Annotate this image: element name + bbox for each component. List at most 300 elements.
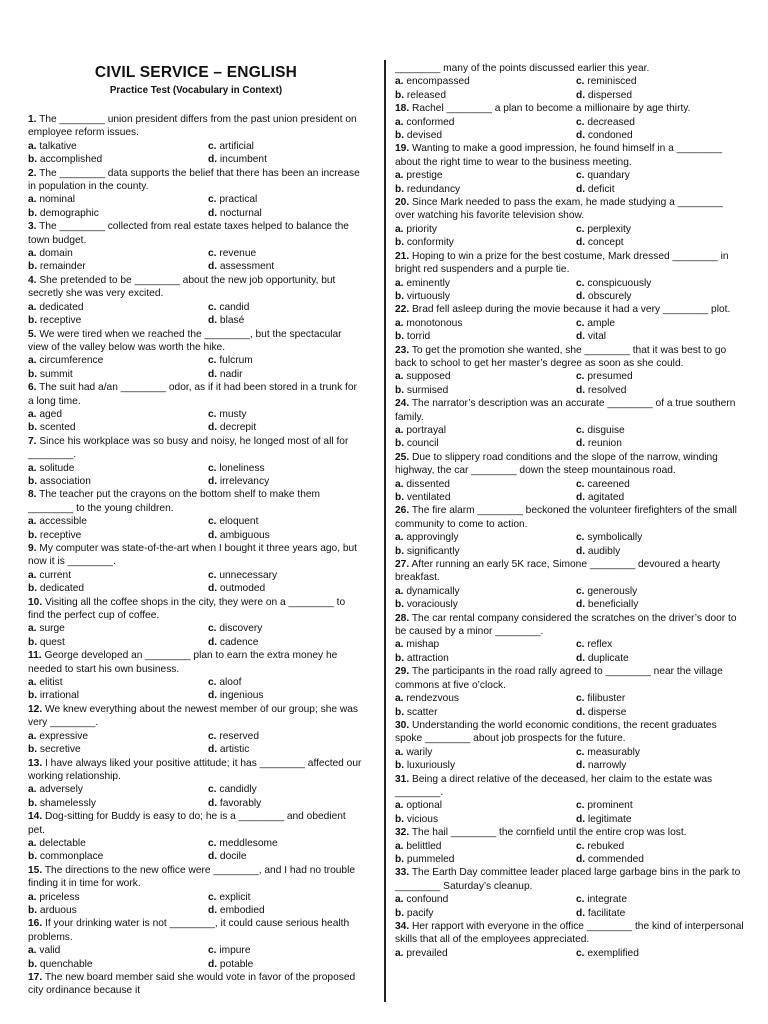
option-letter: c. [208, 730, 217, 742]
question-text [28, 649, 364, 676]
option-letter: b. [28, 744, 38, 756]
option-text: nadir [219, 368, 243, 380]
option-letter: a. [395, 585, 404, 597]
option-letter: a. [28, 730, 37, 742]
answer-options [395, 799, 745, 826]
question-number: 32. [395, 827, 410, 839]
option-letter: a. [28, 569, 37, 581]
answer-option [395, 545, 576, 558]
question-number: 34. [395, 921, 410, 932]
option-letter: d. [208, 744, 218, 756]
option-letter: b. [395, 384, 405, 396]
option-letter: a. [395, 424, 404, 436]
option-text: receptive [39, 315, 82, 327]
option-letter: a. [395, 223, 404, 235]
option-letter: d. [208, 154, 218, 166]
option-letter: d. [576, 89, 586, 101]
question-text [395, 866, 745, 893]
option-text: encompassed [406, 76, 470, 88]
option-letter: b. [395, 545, 405, 557]
option-text: measurably [587, 746, 641, 758]
question-number: 15. [28, 864, 43, 876]
option-letter: c. [576, 223, 585, 235]
option-text: priceless [39, 891, 80, 903]
answer-option [576, 370, 736, 383]
option-text: embodied [219, 904, 265, 916]
option-text: integrate [587, 894, 627, 906]
answer-option [395, 746, 576, 759]
option-text: adversely [39, 784, 83, 796]
question-stem: The ________ union president differs from the past union president on employee reform issues. [28, 114, 357, 139]
option-text: obscurely [587, 290, 632, 302]
option-letter: b. [395, 237, 405, 249]
option-text: incumbent [219, 154, 267, 166]
option-text: optional [406, 800, 443, 812]
option-text: vicious [406, 813, 439, 825]
question-stem: Rachel ________ a plan to become a millionaire by age thirty. [412, 103, 691, 115]
question-stem: Dog-sitting for Buddy is easy to do; he is a ________ and obedient pet. [28, 811, 346, 836]
option-text: solitude [39, 462, 75, 474]
option-text: rebuked [587, 840, 625, 852]
answer-option [28, 730, 208, 743]
answer-option [576, 491, 736, 504]
question-stem: The car rental company considered the scratches on the driver’s door to be caused by a minor ________. [395, 612, 737, 638]
answer-option [28, 247, 208, 260]
option-letter: d. [208, 261, 218, 273]
option-text: aged [39, 408, 63, 420]
answer-option [395, 116, 576, 129]
question-number: 19. [395, 143, 410, 155]
option-text: filibuster [587, 693, 626, 705]
question-text [395, 250, 745, 277]
option-letter: d. [208, 851, 218, 863]
option-text: accomplished [39, 154, 103, 166]
question-text [28, 596, 364, 623]
option-letter: a. [28, 784, 37, 796]
option-text: pummeled [406, 853, 455, 865]
question-stem: My computer was state-of-the-art when I bought it three years ago, but now it is ________. [28, 543, 358, 568]
question-number: 5. [28, 328, 37, 340]
answer-options [28, 408, 364, 435]
question-number: 14. [28, 811, 43, 823]
option-letter: d. [208, 958, 218, 970]
option-text: artistic [219, 744, 250, 756]
question-text [28, 167, 364, 194]
question-number: 2. [28, 167, 37, 179]
option-text: commended [587, 853, 644, 865]
option-text: valid [39, 945, 61, 957]
option-letter: d. [576, 599, 586, 611]
option-letter: d. [576, 652, 586, 664]
option-letter: d. [208, 207, 218, 219]
option-text: favorably [219, 797, 262, 809]
answer-option [208, 958, 358, 971]
answer-option [208, 891, 358, 904]
answer-options [395, 424, 745, 451]
option-text: fulcrum [219, 355, 253, 367]
question-text [28, 971, 364, 998]
question-text [28, 328, 364, 355]
option-letter: a. [28, 677, 37, 689]
option-letter: d. [576, 706, 586, 718]
option-letter: a. [395, 317, 404, 329]
answer-option [576, 947, 736, 960]
question-number: 30. [395, 719, 410, 731]
option-text: warily [406, 746, 433, 758]
option-text: revenue [219, 248, 257, 260]
answer-option [208, 301, 358, 314]
answer-option [208, 689, 358, 702]
answer-option [208, 904, 358, 917]
question-stem: Due to slippery road conditions and the slope of the narrow, winding highway, the car ________ down the steep mountainous road. [395, 451, 718, 477]
question-stem: The suit had a/an ________ odor, as if it had been stored in a trunk for a long time. [28, 382, 357, 407]
question-stem: ________ many of the points discussed earlier this year. [395, 63, 650, 74]
option-text: approvingly [406, 532, 459, 544]
option-text: quenchable [39, 958, 93, 970]
answer-options [395, 947, 745, 960]
option-text: receptive [39, 529, 82, 541]
answer-option [208, 408, 358, 421]
answer-option [208, 475, 358, 488]
option-letter: b. [395, 438, 405, 450]
option-text: musty [219, 408, 247, 420]
option-text: blasé [219, 315, 245, 327]
answer-option [28, 837, 208, 850]
answer-option [28, 569, 208, 582]
question-number: 33. [395, 867, 410, 879]
question-number: 26. [395, 505, 410, 517]
answer-option [395, 478, 576, 491]
answer-option [395, 907, 576, 920]
answer-option [395, 947, 576, 960]
question-stem: The Earth Day committee leader placed large garbage bins in the park to ________ Saturday’s cleanup. [395, 867, 741, 892]
answer-option [208, 837, 358, 850]
answer-options [28, 193, 364, 220]
answer-options [395, 317, 745, 344]
option-text: voraciously [406, 599, 458, 611]
question-stem: The fire alarm ________ beckoned the volunteer firefighters of the small community to come to action. [395, 505, 737, 530]
answer-option [395, 183, 576, 196]
answer-option [28, 891, 208, 904]
option-text: quest [39, 636, 65, 648]
option-text: council [406, 438, 439, 450]
answer-option [28, 260, 208, 273]
answer-option [208, 354, 358, 367]
option-text: circumference [39, 355, 104, 367]
question-text [395, 665, 745, 692]
question-number: 28. [395, 612, 410, 624]
answer-option [576, 478, 736, 491]
option-letter: a. [395, 76, 404, 88]
option-letter: b. [28, 261, 38, 273]
answer-option [395, 692, 576, 705]
option-text: eloquent [219, 516, 259, 528]
option-letter: c. [208, 194, 217, 206]
option-text: nocturnal [219, 207, 262, 219]
question-stem: The hail ________ the cornfield until the entire crop was lost. [411, 827, 687, 839]
question-number: 17. [28, 972, 43, 983]
question-stem: We knew everything about the newest member of our group; she was very ________. [28, 703, 358, 729]
option-text: association [39, 475, 91, 487]
question-stem: Since his workplace was so busy and noisy, he longed most of all for ________. [28, 435, 349, 461]
option-text: elitist [39, 677, 63, 689]
question-number: 20. [395, 197, 410, 209]
option-letter: c. [576, 170, 585, 182]
answer-option [395, 437, 576, 450]
option-letter: b. [28, 797, 38, 809]
option-text: legitimate [587, 813, 632, 825]
answer-option [28, 622, 208, 635]
answer-options [395, 116, 745, 143]
option-letter: a. [395, 947, 404, 959]
answer-option [576, 75, 736, 88]
answer-option [576, 169, 736, 182]
option-text: virtuously [406, 290, 450, 302]
column-divider [384, 60, 386, 1002]
question-text [28, 381, 364, 408]
answer-options [28, 569, 364, 596]
answer-option [576, 598, 736, 611]
option-letter: d. [576, 545, 586, 557]
option-text: disguise [587, 424, 625, 436]
answer-options [395, 746, 745, 773]
option-text: conformed [406, 116, 455, 128]
answer-options [28, 301, 364, 328]
question-stem: She pretended to be ________ about the new job opportunity, but secretly she was very excited. [28, 274, 336, 300]
option-letter: c. [208, 945, 217, 957]
option-letter: c. [208, 462, 217, 474]
question-stem: The teacher put the crayons on the bottom shelf to make them ________ to the young children. [28, 489, 321, 514]
answer-option [28, 301, 208, 314]
option-text: redundancy [406, 183, 461, 195]
option-letter: d. [208, 797, 218, 809]
question-stem: We were tired when we reached the ________, but the spectacular view of the valley below was worth the hike. [28, 328, 342, 353]
option-text: practical [219, 194, 258, 206]
answer-option [208, 368, 358, 381]
option-text: ambiguous [219, 529, 270, 541]
option-letter: d. [208, 636, 218, 648]
option-letter: b. [28, 851, 38, 863]
option-text: expressive [39, 730, 89, 742]
answer-option [395, 652, 576, 665]
answer-options [28, 140, 364, 167]
answer-option [576, 116, 736, 129]
option-text: impure [219, 945, 251, 957]
option-text: prevailed [406, 947, 448, 959]
option-letter: c. [208, 140, 217, 152]
option-text: scented [39, 422, 76, 434]
answer-option [208, 582, 358, 595]
answer-option [576, 638, 736, 651]
answer-option [28, 193, 208, 206]
option-letter: a. [28, 301, 37, 313]
option-letter: a. [395, 116, 404, 128]
question-text [395, 719, 745, 746]
answer-option [208, 622, 358, 635]
answer-option [395, 129, 576, 142]
answer-option [576, 424, 736, 437]
option-letter: c. [208, 516, 217, 528]
option-letter: a. [395, 693, 404, 705]
answer-options [395, 638, 745, 665]
answer-option [576, 585, 736, 598]
question-text [395, 826, 745, 839]
question-text [395, 504, 745, 531]
question-number: 18. [395, 103, 410, 115]
answer-option [576, 840, 736, 853]
answer-option [28, 850, 208, 863]
answer-option [395, 491, 576, 504]
option-text: shamelessly [39, 797, 96, 809]
option-letter: b. [28, 958, 38, 970]
question-number: 13. [28, 757, 43, 769]
option-text: explicit [219, 891, 251, 903]
option-text: exemplified [587, 947, 639, 959]
question-stem: The ________ collected from real estate taxes helped to balance the town budget. [28, 221, 349, 246]
answer-option [395, 370, 576, 383]
option-text: disperse [587, 706, 627, 718]
option-letter: b. [395, 907, 405, 919]
option-text: concept [587, 237, 624, 249]
option-letter: c. [576, 639, 585, 651]
question-text [28, 703, 364, 730]
option-text: reserved [219, 730, 259, 742]
left-column [28, 62, 364, 998]
option-text: dispersed [587, 89, 633, 101]
option-text: rendezvous [406, 693, 460, 705]
option-letter: c. [576, 585, 585, 597]
option-letter: c. [576, 424, 585, 436]
question-text [395, 558, 745, 585]
answer-option [208, 850, 358, 863]
answer-option [576, 746, 736, 759]
option-letter: a. [395, 277, 404, 289]
option-text: dedicated [39, 301, 84, 313]
left-question-list [28, 113, 364, 998]
option-text: monotonous [406, 317, 463, 329]
option-letter: b. [28, 422, 38, 434]
question-text [395, 142, 745, 169]
answer-option [576, 652, 736, 665]
question-text [395, 773, 745, 800]
answer-option [28, 582, 208, 595]
question-text [395, 102, 745, 115]
answer-option [576, 545, 736, 558]
option-text: duplicate [587, 652, 629, 664]
answer-option [395, 317, 576, 330]
answer-option [395, 424, 576, 437]
option-text: arduous [39, 904, 77, 916]
question-stem: Visiting all the coffee shops in the city, they were on a ________ to find the perfect cup of coffee. [28, 596, 346, 622]
right-column [395, 62, 745, 960]
option-letter: c. [208, 301, 217, 313]
option-text: delectable [39, 837, 86, 849]
option-letter: a. [395, 532, 404, 544]
answer-option [28, 207, 208, 220]
answer-option [576, 531, 736, 544]
answer-options [28, 891, 364, 918]
option-letter: a. [28, 194, 37, 206]
question-text [395, 612, 745, 639]
option-text: nominal [39, 194, 76, 206]
answer-options [28, 944, 364, 971]
option-text: remainder [39, 261, 86, 273]
answer-option [576, 236, 736, 249]
option-letter: d. [208, 904, 218, 916]
option-letter: a. [28, 355, 37, 367]
option-letter: a. [28, 623, 37, 635]
question-number: 24. [395, 398, 410, 410]
option-text: devised [406, 130, 443, 142]
option-letter: c. [208, 355, 217, 367]
answer-options [395, 893, 745, 920]
answer-option [395, 330, 576, 343]
answer-option [576, 384, 736, 397]
option-text: audibly [587, 545, 621, 557]
option-text: cadence [219, 636, 259, 648]
answer-options [28, 676, 364, 703]
option-letter: c. [208, 569, 217, 581]
option-text: condoned [587, 130, 633, 142]
option-text: candid [219, 301, 250, 313]
question-number: 1. [28, 114, 37, 125]
option-letter: c. [576, 317, 585, 329]
option-text: surmised [406, 384, 449, 396]
answer-option [28, 797, 208, 810]
question-stem: Understanding the world economic conditions, the recent graduates spoke ________ about job prospects for the future. [395, 719, 717, 745]
option-letter: c. [576, 947, 585, 959]
question-stem: Brad fell asleep during the movie because it had a very ________ plot. [412, 304, 731, 316]
question-text [395, 344, 745, 371]
answer-option [576, 759, 736, 772]
question-stem: The new board member said she would vote in favor of the proposed city ordinance because it [28, 972, 356, 997]
option-letter: d. [576, 813, 586, 825]
option-text: secretive [39, 744, 81, 756]
answer-option [395, 169, 576, 182]
answer-options [395, 75, 745, 102]
answer-option [28, 368, 208, 381]
option-text: demographic [39, 207, 99, 219]
option-letter: d. [576, 290, 586, 302]
option-letter: b. [28, 904, 38, 916]
option-text: outmoded [219, 583, 266, 595]
question-text [395, 303, 745, 316]
option-text: priority [406, 223, 437, 235]
answer-option [395, 277, 576, 290]
option-letter: a. [395, 170, 404, 182]
option-letter: a. [28, 891, 37, 903]
answer-option [576, 277, 736, 290]
option-letter: d. [576, 760, 586, 772]
option-text: perplexity [587, 223, 631, 235]
option-text: reminisced [587, 76, 637, 88]
option-letter: a. [395, 639, 404, 651]
answer-options [395, 478, 745, 505]
right-question-list [395, 62, 745, 960]
option-letter: c. [208, 408, 217, 420]
option-text: torrid [406, 331, 431, 343]
question-number: 9. [28, 543, 37, 554]
option-letter: a. [395, 746, 404, 758]
option-letter: d. [576, 492, 586, 503]
answer-option [208, 247, 358, 260]
answer-option [395, 531, 576, 544]
question-text [395, 397, 745, 424]
option-letter: c. [208, 784, 217, 796]
option-text: dissented [406, 478, 450, 490]
option-letter: c. [576, 840, 585, 852]
question-number: 7. [28, 435, 37, 447]
